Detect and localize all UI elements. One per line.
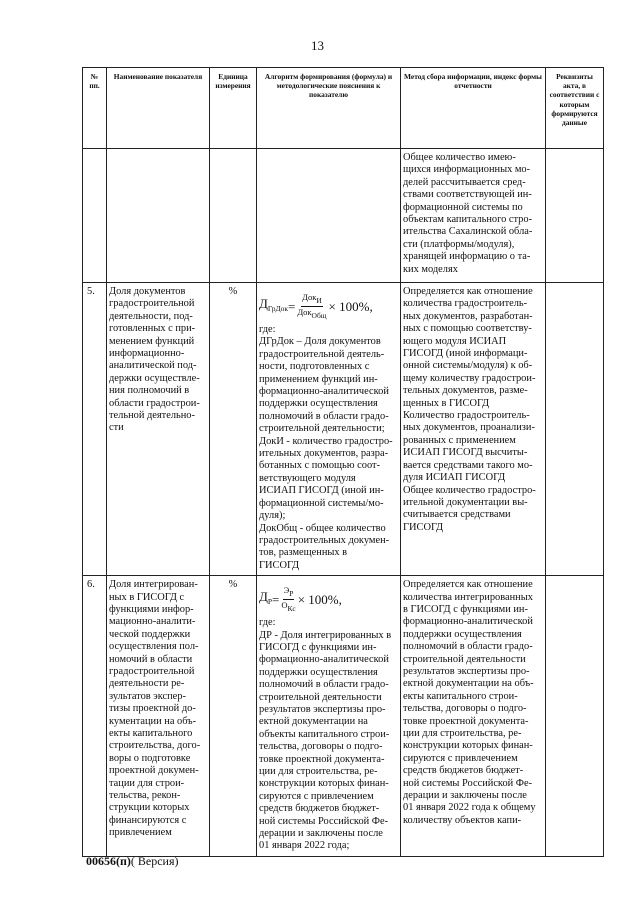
method-line: делей рассчитывается сред- xyxy=(403,176,526,188)
method-line: количества градостроитель- xyxy=(403,298,528,310)
row-number: 5. xyxy=(83,283,107,576)
method-line: щихся информационных мо- xyxy=(403,164,531,176)
method-line: товке проектной документа- xyxy=(403,715,529,727)
name-line: Доля документов xyxy=(109,286,186,297)
method-line: сти (платформы/модуля), xyxy=(403,238,515,250)
formula-lhs xyxy=(259,295,288,318)
method-line: поддержки осуществления xyxy=(403,628,522,640)
name-line: градостроительной xyxy=(109,298,195,310)
formula-fraction xyxy=(297,292,326,321)
name-line: воры о подготовке xyxy=(109,752,191,764)
method-line: вается средствами такого мо- xyxy=(403,459,533,471)
method-line: ГИСОГД xyxy=(403,521,444,533)
algorithm-line: формационно-аналитической xyxy=(259,386,389,398)
formula-tail: × 100%, xyxy=(297,591,342,607)
name-line: аналитической под- xyxy=(109,360,197,372)
algorithm-line: применением функций ин- xyxy=(259,373,378,385)
method-line: ектной документации на объ- xyxy=(403,678,534,690)
name-line: области градострои- xyxy=(109,397,200,409)
method-line: хранящей информацию о та- xyxy=(403,251,531,263)
name-line: готовленных с при- xyxy=(109,323,196,335)
method-line: в ГИСОГД с функциями ин- xyxy=(403,603,528,615)
table-header-row xyxy=(83,68,604,149)
name-line: проектной докумен- xyxy=(109,765,199,777)
method-line: ных документов, проанализи- xyxy=(403,422,535,434)
name-line: финансируются с xyxy=(109,814,187,826)
method-line: формационной системы по xyxy=(403,201,523,213)
name-line: держки осуществле- xyxy=(109,372,200,384)
document-footer xyxy=(86,854,179,869)
algorithm-line: полномочий в области градо- xyxy=(259,410,389,422)
method-line: результатов экспертизы про- xyxy=(403,665,530,677)
header-algorithm: Алгоритм формирования (формула) и методологические пояснения к показателю xyxy=(257,68,401,149)
algorithm-line: строительной деятельности xyxy=(259,691,382,703)
name-line: деятельности, под- xyxy=(109,310,193,322)
formula-equals: = xyxy=(288,298,296,314)
method-line: объектам капитального стро- xyxy=(403,214,533,226)
formula-lhs xyxy=(259,588,272,611)
footer-version: ( Версия) xyxy=(130,854,179,868)
method-line: тельных документов, разме- xyxy=(403,385,528,397)
name-line: зультатов экспер- xyxy=(109,690,186,702)
method-line: щенных в ГИСОГД xyxy=(403,397,490,409)
name-line: номочий в области xyxy=(109,653,193,665)
name-line: функциями инфор- xyxy=(109,603,194,615)
method-line: ствами соответствующей ин- xyxy=(403,189,532,201)
algorithm-line: градостроительной деятель- xyxy=(259,348,385,360)
algorithm-line: ГИСОГД xyxy=(259,559,300,571)
algorithm-line: формационной системы/мо- xyxy=(259,497,384,509)
numerator-main: Э xyxy=(283,585,290,596)
method-line: Количество градостроитель- xyxy=(403,410,530,422)
formula-denominator xyxy=(281,600,295,614)
method-line: ции для строительства, ре- xyxy=(403,728,522,739)
indicator-name xyxy=(107,283,210,576)
name-line: строительства, дого- xyxy=(109,740,201,752)
method-line: екты капитального строи- xyxy=(403,690,518,702)
algorithm-line: дерации и заключены после xyxy=(259,828,383,840)
name-line: ных в ГИСОГД с xyxy=(109,591,185,603)
method-line: ИСИАП ГИСОГД высчиты- xyxy=(403,447,528,459)
table-row xyxy=(83,149,604,283)
name-line: осуществления пол- xyxy=(109,641,199,653)
name-line: тельной деятельно- xyxy=(109,410,195,422)
formula-equals: = xyxy=(272,591,280,607)
algorithm-line: где: xyxy=(259,324,276,335)
name-line: кументации на объ- xyxy=(109,715,197,727)
name-line: тельства, рекон- xyxy=(109,790,181,802)
unit-of-measure: % xyxy=(210,283,257,576)
method-line: количества интегрированных xyxy=(403,591,533,603)
header-num: № пп. xyxy=(83,68,107,149)
method-line: ГИСОГД (иной информаци- xyxy=(403,348,528,360)
unit-of-measure: % xyxy=(210,576,257,857)
page-number: 13 xyxy=(311,38,324,53)
algorithm-line: объекты капитального строи- xyxy=(259,728,390,740)
name-line: ческой поддержки xyxy=(109,628,191,640)
name-line: Доля интегрирован- xyxy=(109,579,198,591)
name-line: тизы проектной до- xyxy=(109,703,196,715)
details-cell xyxy=(546,149,604,283)
formula-numerator xyxy=(283,585,295,600)
formula xyxy=(259,292,398,321)
algorithm-line: ДокОбщ - общее количество xyxy=(259,522,386,534)
name-line: информационно- xyxy=(109,348,185,360)
formula-denominator xyxy=(297,307,326,321)
algorithm-line: где: xyxy=(259,617,276,629)
method-line: полномочий в области градо- xyxy=(403,641,533,653)
method-line: дуля ИСИАП ГИСОГД xyxy=(403,472,506,484)
header-unit: Единица измерения xyxy=(210,68,257,149)
name-line: екты капитального xyxy=(109,728,193,739)
formula-lhs-sub: Р xyxy=(267,597,273,607)
algorithm-line: тов, размещенных в xyxy=(259,547,348,559)
formula-lhs-sub: ГрДок xyxy=(267,304,288,313)
header-details: Реквизиты акта, в соответствии с которым формируются данные xyxy=(546,68,604,149)
header-name: Наименование показателя xyxy=(107,68,210,149)
header-method: Метод сбора информации, индекс формы отчетности xyxy=(401,68,546,149)
method-line: формационно-аналитической xyxy=(403,616,533,628)
name-line: менением функций xyxy=(109,335,195,347)
method-cell xyxy=(401,576,546,857)
algorithm-line: ИСИАП ГИСОГД (иной ин- xyxy=(259,485,384,497)
method-line: Определяется как отношение xyxy=(403,286,533,297)
indicator-name xyxy=(107,149,210,283)
method-line: онной системы/модуля) к об- xyxy=(403,360,533,372)
method-line: средств бюджетов бюджет- xyxy=(403,765,524,777)
method-line: Определяется как отношение xyxy=(403,579,533,591)
formula xyxy=(259,585,398,614)
method-line: 01 января 2022 года к общему xyxy=(403,802,536,814)
algorithm-line: конструкции которых финан- xyxy=(259,778,389,790)
name-line: сти xyxy=(109,422,124,434)
algorithm-line: формационно-аналитической xyxy=(259,654,389,666)
method-line: ющего модуля ИСИАП xyxy=(403,335,507,347)
table-row xyxy=(83,576,604,857)
denominator-main: О xyxy=(281,600,288,611)
footer-code: 00656(п) xyxy=(86,854,131,868)
name-line: градостроительной xyxy=(109,665,195,677)
name-line: мационно-аналити- xyxy=(109,616,196,628)
algorithm-line: сируются с привлечением xyxy=(259,790,374,802)
numerator-sub: И xyxy=(316,296,322,305)
algorithm-cell xyxy=(257,283,401,576)
method-line: тельства, договоры о подго- xyxy=(403,703,527,715)
algorithm-line: градостроительных докумен- xyxy=(259,534,390,546)
method-line: ной системы Российской Фе- xyxy=(403,777,533,789)
method-line: строительной деятельности xyxy=(403,653,526,665)
method-line: конструкции которых финан- xyxy=(403,740,533,752)
algorithm-line: средств бюджетов бюджет- xyxy=(259,803,380,815)
method-line: ких моделях xyxy=(403,263,458,275)
algorithm-line: тельства, договоры о подго- xyxy=(259,741,383,753)
table-row xyxy=(83,283,604,576)
name-line: ния полномочий в xyxy=(109,385,190,397)
method-line: дерации и заключены после xyxy=(403,790,527,802)
algorithm-line: ной системы Российской Фе- xyxy=(259,815,389,827)
method-line: щему количеству градострои- xyxy=(403,372,536,384)
algorithm-line: ектной документации на xyxy=(259,716,368,728)
algorithm-line: дуля); xyxy=(259,510,286,522)
name-line: привлечением xyxy=(109,827,172,839)
formula-fraction xyxy=(281,585,295,614)
algorithm-line: ции для строительства, ре- xyxy=(259,766,378,777)
algorithm-line: результатов экспертизы про- xyxy=(259,703,386,715)
algorithm-line: 01 января 2022 года; xyxy=(259,840,350,852)
method-line: ных документов, разработан- xyxy=(403,310,533,322)
formula-tail: × 100%, xyxy=(328,298,373,314)
algorithm-cell xyxy=(257,576,401,857)
indicator-name xyxy=(107,576,210,857)
algorithm-line: ботанных с помощью соот- xyxy=(259,460,381,472)
method-line: считывается средствами xyxy=(403,509,511,521)
denominator-sub: Общ xyxy=(311,311,327,320)
algorithm-line: ДокИ - количество градостро- xyxy=(259,435,393,447)
details-cell xyxy=(546,576,604,857)
formula-lhs-main: Д xyxy=(259,296,268,311)
method-cell xyxy=(401,149,546,283)
row-number xyxy=(83,149,107,283)
algorithm-line: ДГрДок – Доля документов xyxy=(259,336,381,348)
name-line: струкции которых xyxy=(109,802,190,814)
algorithm-text xyxy=(259,617,398,853)
algorithm-line: товке проектной документа- xyxy=(259,753,385,765)
algorithm-line: строительной деятельности; xyxy=(259,423,385,435)
algorithm-line: ности, подготовленных с xyxy=(259,361,370,373)
algorithm-line: поддержки осуществления xyxy=(259,666,378,678)
method-line: ительной документации вы- xyxy=(403,496,528,508)
algorithm-line: поддержки осуществления xyxy=(259,398,378,410)
numerator-main: Док xyxy=(302,292,317,302)
method-line: ительства Сахалинской обла- xyxy=(403,226,533,238)
algorithm-line: полномочий в области градо- xyxy=(259,679,389,691)
numerator-sub: Р xyxy=(289,589,294,599)
denominator-sub: Кс xyxy=(287,604,296,614)
algorithm-line: ветствующего модуля xyxy=(259,472,356,484)
method-line: сируются с привлечением xyxy=(403,752,518,764)
details-cell xyxy=(546,283,604,576)
method-line: Общее количество градостро- xyxy=(403,484,536,496)
algorithm-line: ГИСОГД с функциями ин- xyxy=(259,641,377,653)
unit-of-measure xyxy=(210,149,257,283)
method-line: Общее количество имею- xyxy=(403,152,516,163)
indicator-table xyxy=(82,67,604,857)
formula-numerator xyxy=(301,292,323,307)
method-line: количеству объектов капи- xyxy=(403,814,522,826)
formula-lhs-main: Д xyxy=(259,589,268,605)
name-line: тации для строи- xyxy=(109,777,185,789)
method-line: ных с помощью соответству- xyxy=(403,323,532,335)
row-number: 6. xyxy=(83,576,107,857)
method-line: рованных с применением xyxy=(403,434,516,446)
algorithm-cell xyxy=(257,149,401,283)
method-cell xyxy=(401,283,546,576)
algorithm-line: ДР - Доля интегрированных в xyxy=(259,629,392,641)
algorithm-text xyxy=(259,324,398,572)
algorithm-line: ительных документов, разра- xyxy=(259,448,389,460)
denominator-main: Док xyxy=(297,307,312,317)
name-line: деятельности ре- xyxy=(109,678,185,690)
